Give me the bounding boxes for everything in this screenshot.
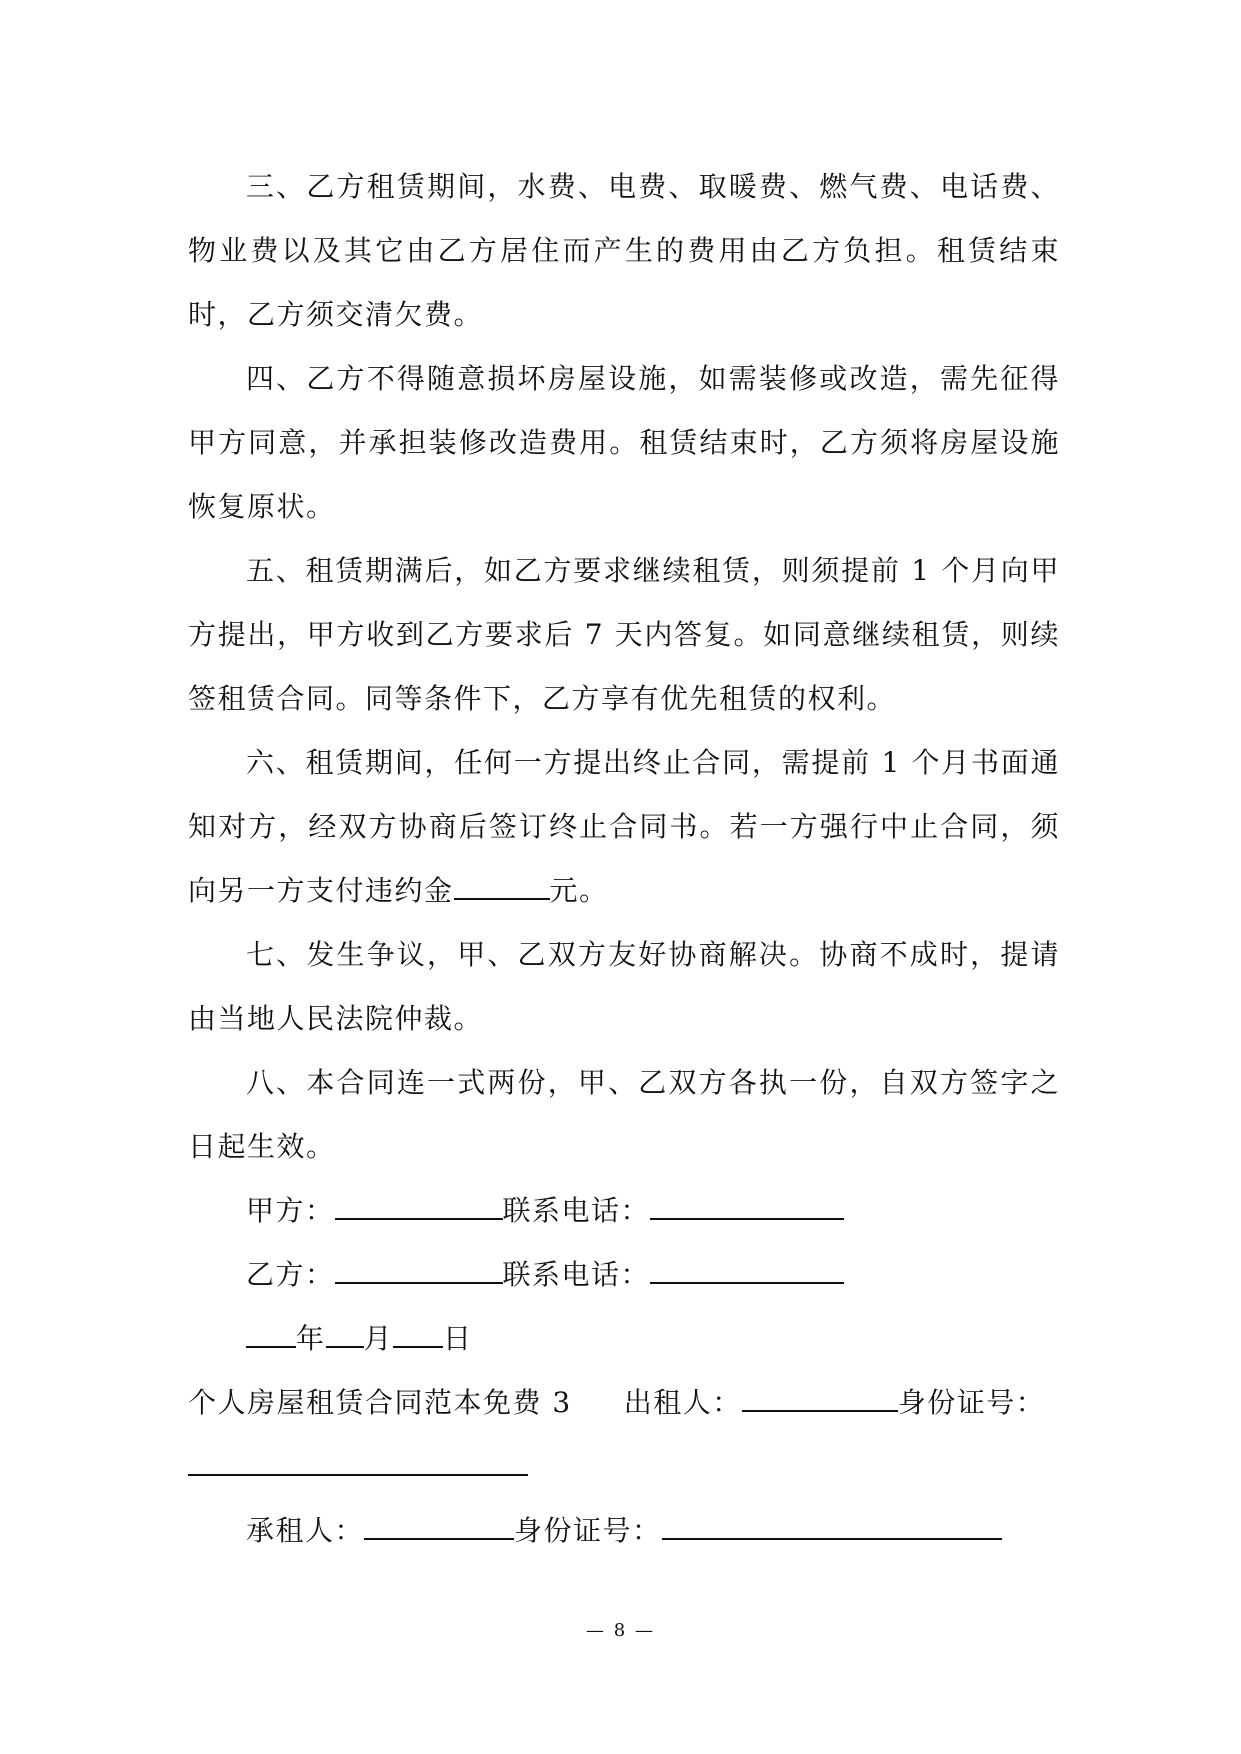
penalty-amount-blank <box>454 874 550 900</box>
lessor-id-blank <box>188 1450 528 1476</box>
clause-5: 五、租赁期满后，如乙方要求继续租赁，则须提前 1 个月向甲方提出，甲方收到乙方要求后 7 天内答复。如同意继续租赁，则续签租赁合同。同等条件下，乙方享有优先租赁的权利。 <box>188 554 1060 715</box>
day-blank <box>393 1322 443 1348</box>
party-a-phone-label: 联系电话： <box>502 1194 651 1227</box>
year-blank <box>246 1322 296 1348</box>
lessor-label: 出租人： <box>623 1386 742 1419</box>
party-b-phone-label: 联系电话： <box>502 1258 651 1291</box>
clause-7: 七、发生争议，甲、乙双方友好协商解决。协商不成时，提请由当地人民法院仲裁。 <box>188 938 1060 1035</box>
lessee-line <box>188 1499 1060 1563</box>
month-label: 月 <box>363 1322 394 1355</box>
lessor-id-label: 身份证号： <box>897 1386 1046 1419</box>
clause-4: 四、乙方不得随意损坏房屋设施，如需装修或改造，需先征得甲方同意，并承担装修改造费用。租赁结束时，乙方须将房屋设施恢复原状。 <box>188 362 1060 523</box>
lessor-id-line <box>188 1435 1060 1499</box>
next-contract-line <box>188 1371 1060 1435</box>
party-a-label: 甲方： <box>246 1194 335 1227</box>
party-a-phone-blank <box>650 1194 844 1220</box>
next-contract-title: 个人房屋租赁合同范本免费 3 <box>188 1386 572 1419</box>
lessee-blank <box>364 1514 514 1540</box>
lessee-label: 承租人： <box>246 1514 365 1547</box>
clause-3: 三、乙方租赁期间，水费、电费、取暖费、燃气费、电话费、物业费以及其它由乙方居住而产生的费用由乙方负担。租赁结束时，乙方须交清欠费。 <box>188 170 1060 331</box>
page-number: — 8 — <box>586 1620 655 1641</box>
clause-6 <box>188 731 1060 923</box>
month-blank <box>326 1322 364 1348</box>
date-line <box>188 1307 1060 1371</box>
clause-6-text: 六、租赁期间，任何一方提出终止合同，需提前 1 个月书面通知对方，经双方协商后签订终止合同书。若一方强行中止合同，须向另一方支付违约金 <box>188 746 1060 907</box>
document-body <box>188 155 1060 1563</box>
party-b-label: 乙方： <box>246 1258 335 1291</box>
party-a-blank <box>335 1194 503 1220</box>
day-label: 日 <box>443 1322 473 1355</box>
clause-8: 八、本合同连一式两份，甲、乙双方各执一份，自双方签字之日起生效。 <box>188 1066 1060 1163</box>
lessee-id-label: 身份证号： <box>514 1514 662 1547</box>
party-b-blank <box>335 1258 503 1284</box>
party-a-signature-line <box>188 1179 1060 1243</box>
lessee-id-blank <box>662 1514 1002 1540</box>
clause-6-text-end: 元。 <box>549 874 609 907</box>
party-b-signature-line <box>188 1243 1060 1307</box>
year-label: 年 <box>296 1322 326 1355</box>
lessor-blank <box>742 1386 898 1412</box>
party-b-phone-blank <box>650 1258 844 1284</box>
